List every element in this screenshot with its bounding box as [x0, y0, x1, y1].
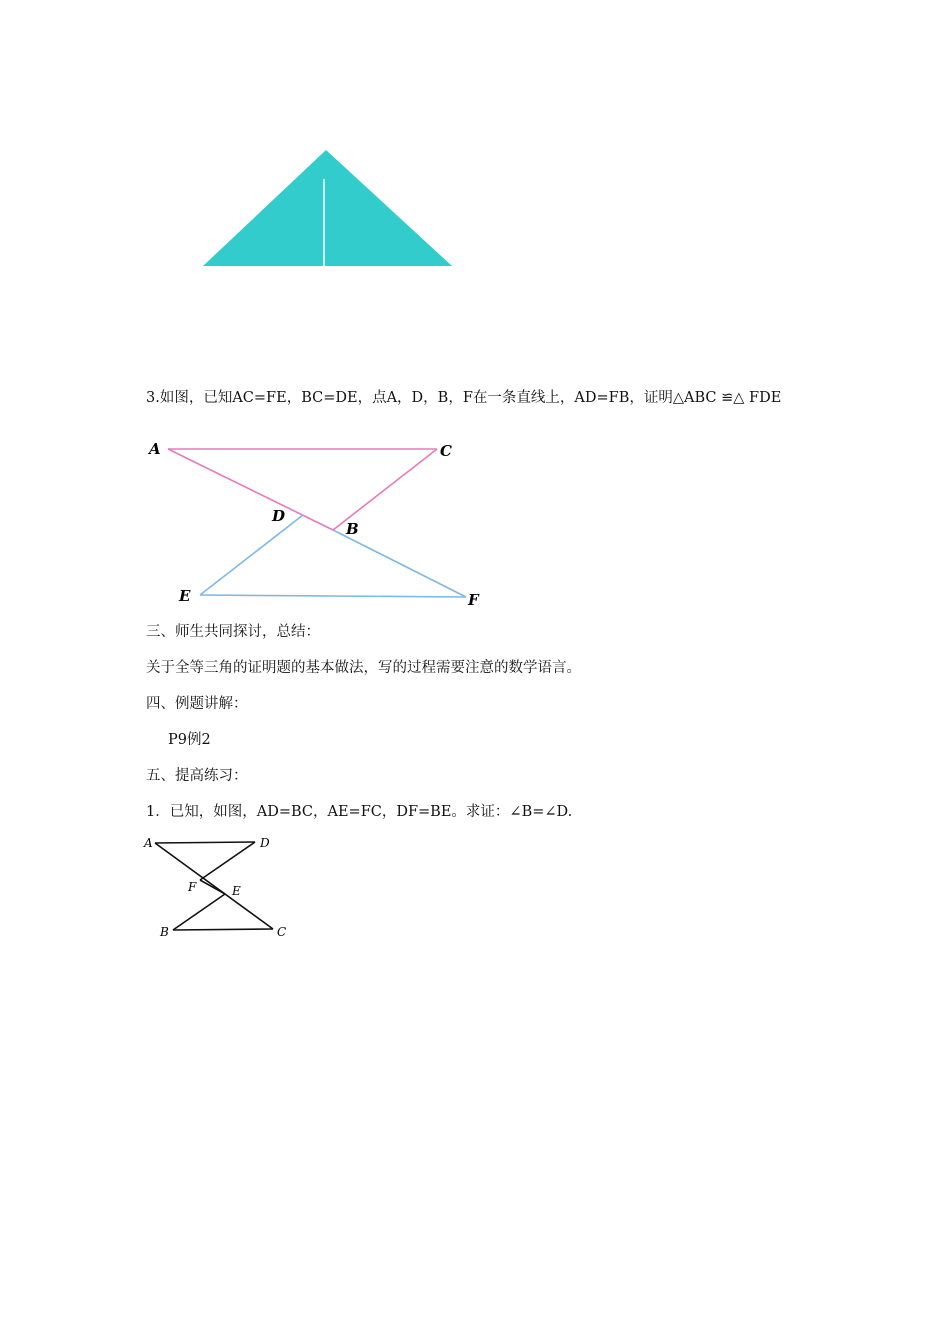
segment-ab — [168, 449, 333, 530]
segment-ac — [155, 843, 273, 929]
label-a: A — [149, 440, 161, 458]
segment-eb — [173, 894, 225, 930]
segment-bc — [173, 929, 273, 930]
segment-df — [200, 842, 255, 880]
label-b: B — [160, 925, 169, 939]
practice-problem-1: 1．已知，如图，AD=BC，AE=FC，DF=BE。求证：∠B=∠D. — [146, 804, 573, 820]
problem-3-figure — [140, 432, 485, 612]
segment-ef — [200, 595, 466, 597]
section-4-heading: 四、例题讲解： — [146, 696, 248, 712]
segment-bf — [333, 530, 466, 597]
teal-triangle — [203, 150, 452, 266]
segment-fb — [200, 880, 225, 894]
problem-3-text: 3.如图，已知AC=FE，BC=DE，点A，D，B，F在一条直线上，AD=FB，证明△ABC ≌△ FDE — [146, 390, 782, 406]
practice-problem-figure — [140, 832, 295, 944]
section-5-heading: 五、提高练习： — [146, 768, 248, 784]
label-a: A — [144, 836, 153, 850]
label-c: C — [440, 442, 452, 460]
segment-ad — [155, 842, 255, 843]
segment-cb — [333, 449, 437, 530]
label-f: F — [188, 880, 197, 894]
section-3-body: 关于全等三角的证明题的基本做法，写的过程需要注意的数学语言。 — [146, 660, 581, 676]
segment-de — [200, 515, 303, 595]
section-3-heading: 三、师生共同探讨，总结： — [146, 624, 320, 640]
label-f: F — [468, 591, 479, 609]
teal-triangle-figure — [195, 145, 460, 270]
label-e: E — [179, 587, 191, 605]
label-d: D — [260, 836, 270, 850]
label-e: E — [232, 884, 241, 898]
example-reference: P9例2 — [168, 732, 211, 748]
label-b: B — [346, 520, 359, 538]
label-d: D — [272, 507, 286, 525]
label-c: C — [277, 925, 287, 939]
